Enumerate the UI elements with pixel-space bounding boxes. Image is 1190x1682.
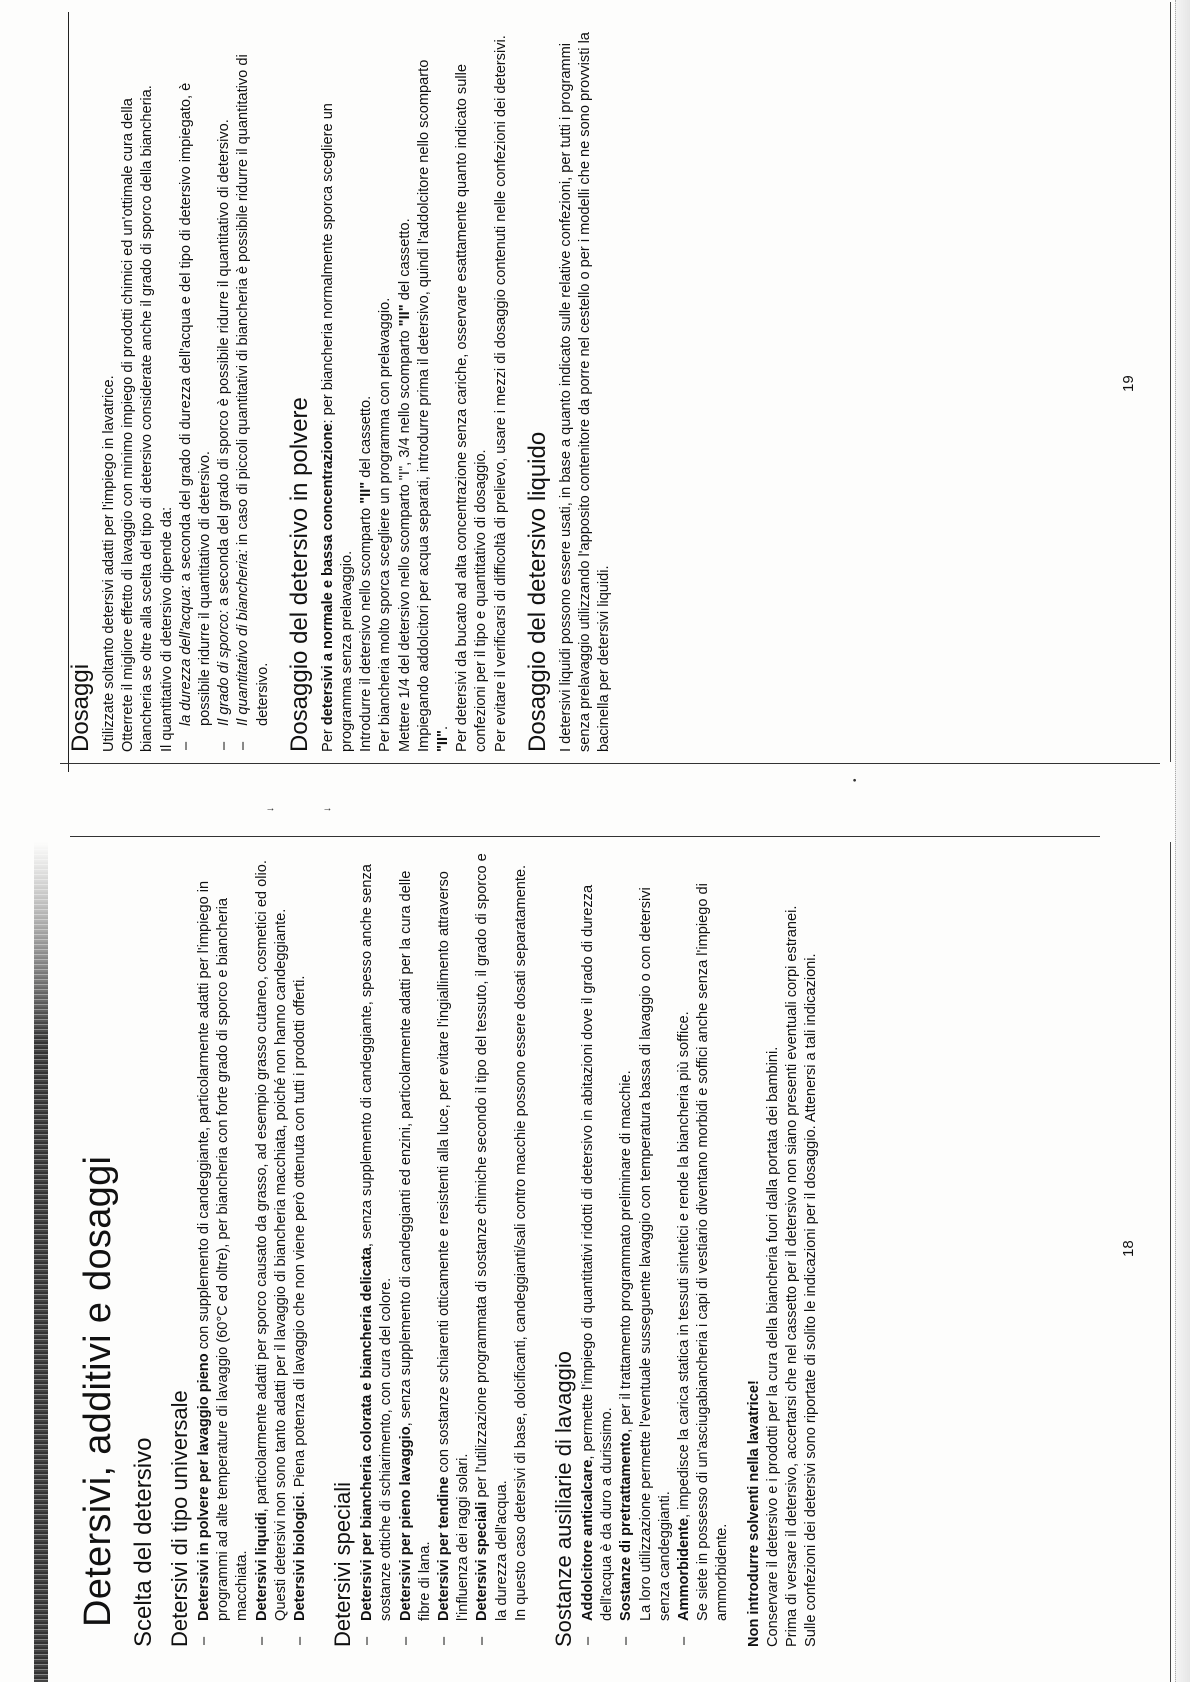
paragraph: Utilizzate soltanto detersivi adatti per l'impiego in lavatrice. [101,375,117,752]
paragraph: La loro utilizzazione permette l'eventuale susseguente lavaggio con temperatura bassa di lavaggio o con detersivi senza candeggianti. [637,887,673,1621]
list-item: – Addolcitore anticalcare, permette l'impiego di quantitativi ridotti di detersivo in abitazioni dove il grado di durezza dell'acqua è da duro a durissimo. [579,847,617,1647]
gutter-line-left [70,836,1100,837]
universal-heading: Detersivi di tipo universale [167,1390,192,1647]
list-item: – la durezza dell'acqua: a seconda del grado di durezza dell'acqua e del tipo di detersivo impiegato, è possibile ridurre il quantitativo di detersivo. [177,32,215,752]
paragraph: Questi detersivi non sono tanto adatti per il lavaggio di biancheria macchiata, poiché non hanno candeggiante. [272,908,289,1621]
list-item: – Sostanze di pretrattamento, per il trattamento programmato preliminare di macchie. [617,847,636,1647]
section-heading: Scelta del detersivo [130,1437,157,1647]
paragraph: Per evitare il verificarsi di difficoltà di prelievo, usare i mezzi di dosaggio contenuti nelle confezioni dei detersivi. [492,35,509,752]
paragraph: Prima di versare il detersivo, accertarsi che nel cassetto per il detersivo non siano presenti eventuali corpi estranei. [784,905,801,1647]
scan-speck: ↓ [322,807,333,812]
paragraph: Per detersivi a normale e bassa concentrazione: per biancheria normalmente sporca scegliere un programma senza prelavaggio. [319,103,356,752]
scan-speck: • [850,778,861,782]
paragraph: Impiegando addolcitori per acqua separati, introdurre prima il detersivo, quindi l'addolcitore nello scomparto "II". [415,59,452,752]
paragraph: Sulle confezioni dei detersivi sono riportate di solito le indicazioni per il dosaggio. Attenersi a tali indicazioni. [803,953,820,1647]
header-bar [34,842,48,1682]
scan-speck: ↓ [265,807,276,812]
bottom-rule-right [1170,2,1171,762]
paragraph: Per biancheria molto sporca scegliere un programma con prelavaggio. [377,297,394,752]
list-item: – Detersivi liquidi, particolarmente adatti per sporco causato da grasso, ad esempio grasso cutaneo, cosmetici ed olio. [253,847,272,1647]
powder-heading: Dosaggio del detersivo in polvere [285,397,313,752]
aux-heading: Sostanze ausiliarie di lavaggio [551,1351,577,1647]
list-item: – Detersivi per tendine con sostanze schiarenti otticamente e resistenti alla luce, per evitare l'ingiallimento attraverso l'influenza dei raggi solari. [435,847,473,1647]
page-number: 19 [1120,375,1137,392]
special-heading: Detersivi speciali [330,1481,356,1647]
list-item: – Ammorbidente, impedisce la carica statica in tessuti sintetici e rende la biancheria più soffice. [675,847,694,1647]
list-item: – Il grado di sporco: a seconda del grado di sporco è possibile ridurre il quantitativo di detersivo. [215,32,234,752]
paragraph: Conservare il detersivo e i prodotti per la cura della biancheria fuori dalla portata dei bambini. [764,1046,781,1647]
list-item: – Detersivi in polvere per lavaggio pieno con supplemento di candeggiante, particolarmente adatti per l'impiego in programmi ad alte temperature di lavaggio (60°C ed oltre), per biancheria con forte grado di sporco e biancheria macchiata. [195,847,253,1647]
list-item: – Detersivi biologici. Piena potenza di lavaggio che non viene però ottenuta con tutti i prodotti offerti. [291,847,310,1647]
list-item: – Detersivi per pieno lavaggio, senza supplemento di candeggianti ed enzini, particolarmente adatti per la cura delle fibre di lana. [397,847,435,1647]
left-page [75,847,821,1647]
page-title: Detersivi, additivi e dosaggi [77,1155,119,1627]
page-number: 18 [1120,1240,1137,1257]
paragraph: I detersivi liquidi possono essere usati, in base a quanto indicato sulle relative confezioni, per tutti i programmi senza prelavaggio utilizzando l'apposito contenitore da porre nel cestello o per i modelli che ne sono provvisti la bacinella per detersivi liquidi. [557,32,613,752]
paragraph: Il quantitativo di detersivo dipende da: [158,506,175,752]
right-page [66,32,614,752]
paragraph: Se siete in possesso di un'asciugabiancheria i capi di vestiario diventano morbidi e soffici anche senza l'impiego di ammorbidente. [695,883,731,1621]
warning-heading: Non introdurre solventi nella lavatrice! [745,1380,762,1647]
paragraph: Otterrete il migliore effetto di lavaggio con minimo impiego di prodotti chimici ed un'ottimale cura della biancheria se oltre alla scelta del tipo di detersivo considerate anche il grado di sporco della biancheria. [120,85,156,752]
paragraph: Mettere 1/4 del detersivo nello scomparto "I", 3/4 nello scomparto "II" del cassetto. [396,218,413,752]
list-item: – Detersivi speciali per l'utilizzazione programmata di sostanze chimiche secondo il tipo del tessuto, il grado di sporco e la durezza dell'acqua. [473,847,511,1647]
liquid-heading: Dosaggio del detersivo liquido [523,431,551,752]
paragraph: In questo caso detersivi di base, dolcificanti, candeggianti/sali contro macchie possono essere dosati separatamente. [512,864,529,1621]
list-item: – Detersivi per biancheria colorata e biancheria delicata, senza supplemento di candeggiante, spesso anche senza sostanze ottiche di schiarimento, con cura del colore. [358,847,396,1647]
paragraph: Introdurre il detersivo nello scomparto "II" del cassetto. [358,395,375,752]
gutter-line-right [60,763,1160,764]
bottom-rule-left [1170,842,1171,1682]
paragraph: Per detersivi da bucato ad alta concentrazione senza cariche, osservare esattamente quanto indicato sulle confezioni per il tipo e quantitativo di dosaggio. [454,64,490,752]
dosaggi-heading: Dosaggi [67,663,94,752]
list-item: – Il quantitativo di biancheria: in caso di piccoli quantitativi di biancheria è possibile ridurre il quantitativo di detersivo. [234,32,272,752]
